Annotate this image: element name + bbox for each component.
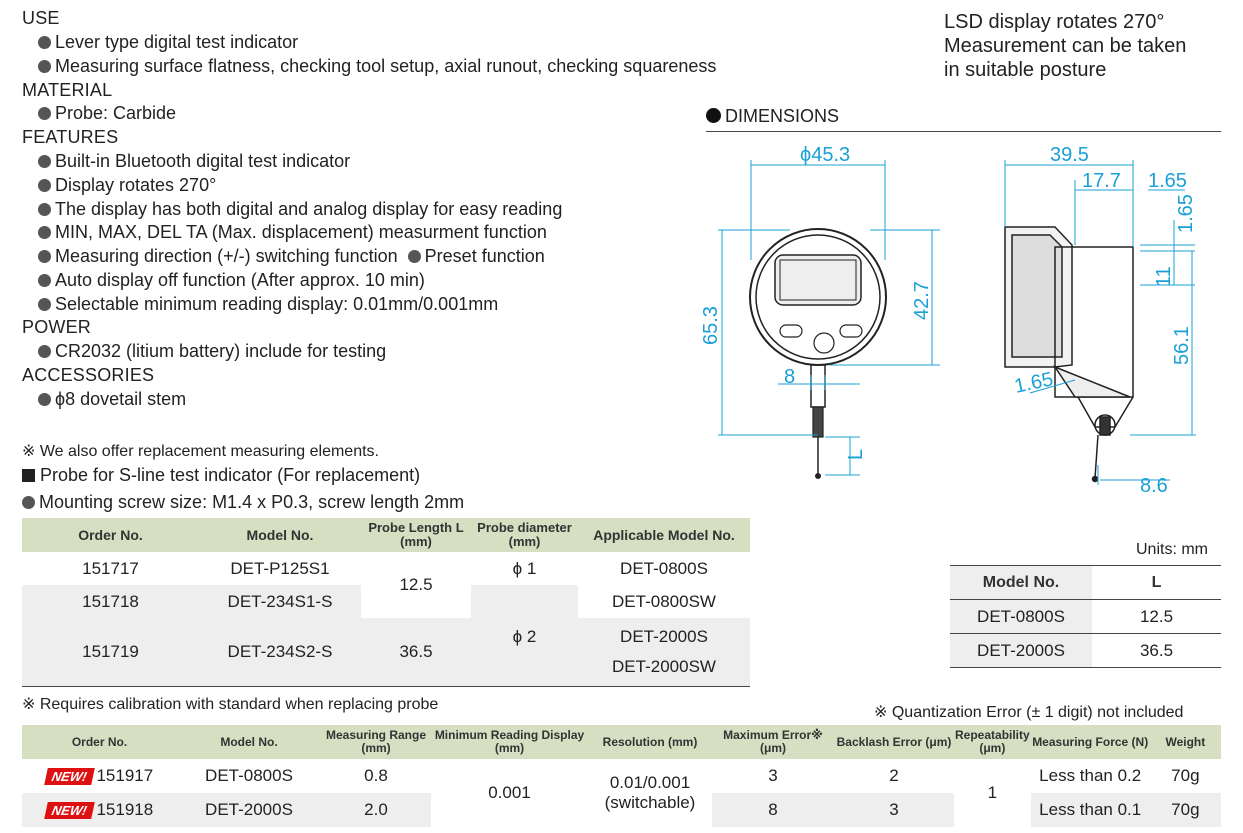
table-cell: 1 [987, 783, 998, 802]
col-header: Probe Length L (mm) [361, 518, 471, 552]
dim-width-8-label: 8 [784, 366, 796, 388]
bullet-dot [38, 203, 51, 216]
bullet-dot [38, 274, 51, 287]
feature-item: Selectable minimum reading display: 0.01mm/0.001mm [38, 294, 498, 315]
units-label: Units: mm [1136, 541, 1208, 558]
table-cell: DET-P125S1 [230, 558, 330, 578]
bullet-dot [22, 496, 35, 509]
table-cell: Less than 0.2 [1039, 766, 1142, 785]
table-cell: Less than 0.1 [1039, 800, 1142, 819]
features-heading: FEATURES [22, 127, 119, 147]
power-heading: POWER [22, 317, 92, 337]
order-cell: NEW! 151918 [22, 793, 177, 827]
table-cell: DET-234S2-S [227, 642, 333, 661]
feature-item: Measuring direction (+/-) switching function Preset function [38, 246, 545, 267]
col-header: Probe diameter (mm) [471, 518, 578, 552]
col-header: Model No. [950, 566, 1092, 600]
table-cell: DET-234S1-S [227, 591, 333, 611]
table-cell: 12.5 [399, 575, 433, 594]
table-cell: DET-0800S [620, 558, 708, 578]
table-cell: DET-2000S DET-2000SW [612, 627, 716, 676]
accessories-item: ϕ8 dovetail stem [38, 389, 186, 410]
dim-width-86-label: 8.6 [1140, 475, 1168, 497]
col-header: Measuring Force (N) [1031, 725, 1150, 759]
bullet-square [22, 469, 35, 482]
table-rule [22, 686, 750, 687]
mounting-info: Mounting screw size: M1.4 x P0.3, screw length 2mm [22, 492, 464, 513]
new-badge: NEW! [44, 768, 94, 785]
bullet-dot [38, 36, 51, 49]
table-cell: DET-2000S [205, 800, 293, 819]
dim-height-165-label: 1.65 [1175, 194, 1197, 233]
dim-width-395-label: 39.5 [1050, 144, 1089, 166]
table-cell: DET-0800S [205, 766, 293, 785]
probe-table [22, 518, 750, 686]
col-header: Model No. [199, 518, 361, 552]
table-cell: 36.5 [1139, 640, 1174, 660]
spec-table [22, 725, 1221, 827]
table-cell: 151717 [82, 558, 139, 578]
feature-item: The display has both digital and analog display for easy reading [38, 199, 562, 220]
dim-diameter-label: ϕ45.3 [800, 144, 851, 166]
dimensions-heading: DIMENSIONS [706, 106, 839, 127]
table-cell: 70g [1171, 800, 1200, 819]
col-header: Measuring Range (mm) [321, 725, 431, 759]
front-dimension-lines [718, 160, 940, 475]
quantization-note: ※ Quantization Error (± 1 digit) not included [874, 704, 1184, 721]
col-header: Maximum Error※ (μm) [712, 725, 834, 759]
col-header: Repeatability (μm) [954, 725, 1031, 759]
units-table [950, 565, 1221, 668]
feature-item: MIN, MAX, DEL TA (Max. displacement) measurment function [38, 222, 547, 243]
col-header: Weight [1150, 725, 1221, 759]
table-cell: 0.001 [488, 783, 531, 802]
accessories-heading: ACCESSORIES [22, 365, 155, 385]
table-cell: 2 [889, 766, 899, 785]
bullet-dot [38, 226, 51, 239]
table-cell: DET-0800SW [578, 585, 750, 618]
calibration-footnote: ※ Requires calibration with standard when replacing probe [22, 696, 439, 713]
table-cell: 0.01/0.001 (switchable) [604, 773, 696, 812]
callout-text: LSD display rotates 270° Measurement can be taken in suitable posture [944, 11, 1187, 81]
dim-width-165a-label: 1.65 [1148, 170, 1187, 192]
bullet-dot [38, 298, 51, 311]
bullet-dot [38, 179, 51, 192]
table-cell: 3 [768, 766, 778, 785]
use-item: Lever type digital test indicator [38, 32, 298, 53]
table-cell: DET-0800S [950, 600, 1092, 634]
table-cell: 70g [1171, 766, 1200, 785]
new-badge: NEW! [44, 802, 94, 819]
bullet-dot [38, 155, 51, 168]
dimension-drawing [700, 135, 1240, 515]
table-cell: 8 [768, 800, 778, 819]
replacement-note: ※ We also offer replacement measuring elements. [22, 443, 379, 460]
use-heading: USE [22, 8, 60, 28]
col-header: Order No. [22, 725, 177, 759]
table-cell: 3 [889, 800, 899, 819]
dim-L-label: L [845, 448, 867, 460]
dim-height-427-label: 42.7 [911, 281, 933, 320]
col-header: Minimum Reading Display (mm) [431, 725, 588, 759]
use-item: Measuring surface flatness, checking tool setup, axial runout, checking squareness [38, 56, 716, 77]
dim-width-165b-label: 1.65 [1012, 368, 1056, 398]
probe-title: Probe for S-line test indicator (For replacement) [22, 465, 420, 486]
feature-item: Built-in Bluetooth digital test indicator [38, 151, 350, 172]
col-header: Applicable Model No. [578, 518, 750, 552]
order-cell: NEW! 151917 [22, 759, 177, 793]
col-header: Model No. [177, 725, 321, 759]
table-cell: 2.0 [364, 800, 388, 819]
feature-item: Display rotates 270° [38, 175, 216, 196]
bullet-dot [408, 250, 421, 263]
dimensions-rule [706, 131, 1221, 132]
table-cell: 12.5 [1139, 606, 1174, 626]
table-cell: ϕ 1 [512, 558, 537, 578]
dim-height-653-label: 65.3 [700, 306, 722, 345]
material-heading: MATERIAL [22, 80, 113, 100]
table-cell: 151718 [82, 591, 139, 611]
dim-height-561-label: 56.1 [1171, 326, 1193, 365]
bullet-dot [38, 60, 51, 73]
bullet-dot [38, 107, 51, 120]
front-view [750, 229, 886, 479]
table-cell: 151719 [82, 642, 139, 661]
dim-height-11-label: 11 [1153, 266, 1175, 287]
table-cell: 0.8 [364, 766, 388, 785]
table-cell: 36.5 [399, 642, 433, 661]
power-item: CR2032 (litium battery) include for testing [38, 341, 386, 362]
col-header: Backlash Error (μm) [834, 725, 954, 759]
col-header: L [1092, 566, 1221, 600]
col-header: Order No. [22, 518, 199, 552]
bullet-dot [38, 345, 51, 358]
dim-width-177-label: 17.7 [1082, 170, 1121, 192]
table-cell: ϕ 2 [512, 627, 537, 646]
col-header: Resolution (mm) [588, 725, 712, 759]
material-item: Probe: Carbide [38, 103, 176, 124]
bullet-dot [38, 393, 51, 406]
feature-item: Auto display off function (After approx. 10 min) [38, 270, 425, 291]
table-cell: DET-2000S [950, 634, 1092, 668]
side-view [1005, 227, 1133, 482]
bullet-dot [38, 250, 51, 263]
bullet-dot [706, 108, 721, 123]
